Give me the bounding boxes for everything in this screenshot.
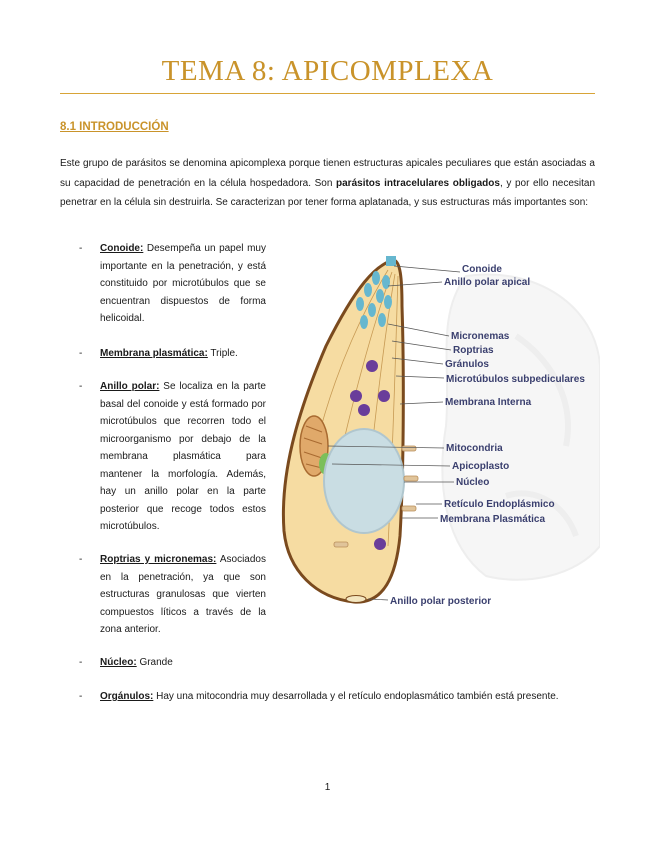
conoide-shape bbox=[386, 256, 396, 266]
list-dash: - bbox=[79, 657, 83, 668]
list-item-label: Anillo polar: bbox=[100, 381, 160, 392]
list-item-body: Triple. bbox=[207, 348, 238, 359]
label-conoide: Conoide bbox=[462, 264, 502, 275]
apicomplexa-diagram bbox=[276, 246, 600, 606]
list-item-label: Núcleo: bbox=[100, 657, 137, 668]
label-granulos: Gránulos bbox=[445, 359, 489, 370]
list-item-body: Grande bbox=[136, 657, 173, 668]
background-cell bbox=[442, 274, 600, 579]
list-dash: - bbox=[79, 243, 83, 254]
label-roptrias: Roptrias bbox=[453, 345, 494, 356]
nucleus-shape bbox=[324, 429, 404, 533]
label-micronemas: Micronemas bbox=[451, 331, 510, 342]
title-divider bbox=[60, 93, 595, 94]
list-item-text bbox=[100, 378, 266, 536]
list-item-text bbox=[100, 551, 266, 639]
page-number: 1 bbox=[324, 782, 331, 793]
list-item-text bbox=[100, 688, 595, 706]
list-item-label: Roptrias y micronemas: bbox=[100, 554, 217, 565]
intro-text-1: Este grupo de parásitos se denomina apicomplexa porque tienen estructuras apicales peculiares que están asociadas a su capacidad de penetración en la célula hospedadora. Son bbox=[60, 158, 595, 189]
label-mitocondria: Mitocondria bbox=[446, 443, 503, 454]
list-item-text bbox=[100, 654, 266, 672]
intro-paragraph bbox=[60, 154, 595, 213]
posterior-ring-shape bbox=[346, 596, 366, 603]
label-apicoplasto: Apicoplasto bbox=[452, 461, 510, 472]
intro-text-2: , y por ello necesitan penetrar en la célula sin destruirla. Se caracterizan por tener forma aplatanada, y sus estructuras más importantes son: bbox=[60, 177, 596, 208]
list-dash: - bbox=[79, 381, 83, 392]
list-item-text bbox=[100, 240, 266, 328]
list-item-body: Hay una mitocondria muy desarrollada y el retículo endoplasmático también está presente. bbox=[153, 691, 559, 702]
label-microtubulos: Microtúbulos subpediculares bbox=[446, 374, 585, 385]
list-item-label: Membrana plasmática: bbox=[100, 348, 208, 359]
label-membrana-plasmatica: Membrana Plasmática bbox=[440, 514, 546, 525]
label-anillo-apical: Anillo polar apical bbox=[444, 277, 531, 288]
list-dash: - bbox=[79, 554, 83, 565]
page-title: TEMA 8: APICOMPLEXA bbox=[161, 55, 494, 87]
list-item-label: Orgánulos: bbox=[100, 691, 154, 702]
label-anillo-posterior: Anillo polar posterior bbox=[390, 596, 492, 606]
list-item-label: Conoide: bbox=[100, 243, 144, 254]
label-nucleo: Núcleo bbox=[456, 477, 490, 488]
list-dash: - bbox=[79, 348, 83, 359]
label-reticulo: Retículo Endoplásmico bbox=[444, 499, 555, 510]
list-item-body: Asociados en la penetración, ya que son estructuras granulosas que vierten compuestos líticos a través de la zona anterior. bbox=[100, 554, 266, 635]
label-membrana-interna: Membrana Interna bbox=[445, 397, 532, 408]
intro-bold-term: parásitos intracelulares obligados bbox=[336, 177, 500, 189]
list-item-text bbox=[100, 345, 266, 363]
list-item-body: Se localiza en la parte basal del conoide y está formado por microtúbulos que recorren todo el microorganismo por debajo de la membrana plasmática para mantener la morfología. Además, hay un anillo polar en la parte posterior que recoge todos estos microtúbulos. bbox=[100, 381, 266, 532]
list-dash: - bbox=[79, 691, 83, 702]
section-heading: 8.1 INTRODUCCIÓN bbox=[60, 121, 169, 133]
list-item-body: Desempeña un papel muy importante en la penetración, y está constituido por microtúbulos que se encuentran dispuestos de forma helicoidal. bbox=[100, 243, 266, 324]
